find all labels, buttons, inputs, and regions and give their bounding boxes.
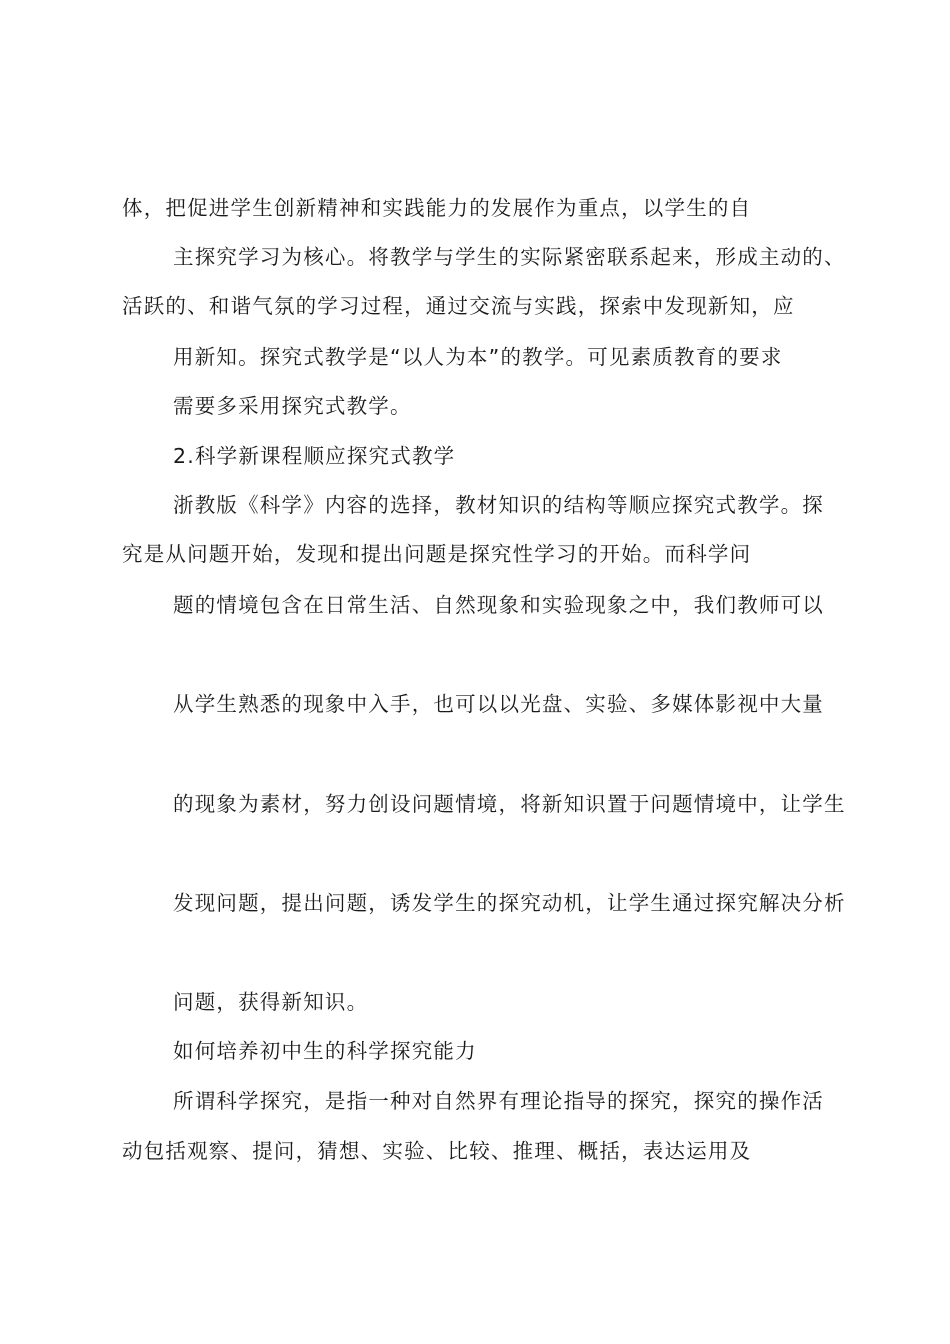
text-line: 所谓科学探究，是指一种对自然界有理论指导的探究，探究的操作活 <box>173 1089 824 1113</box>
section-heading: 2.科学新课程顺应探究式教学 <box>173 444 456 468</box>
text-line: 用新知。探究式教学是“以人为本”的教学。可见素质教育的要求 <box>173 345 783 369</box>
text-line: 究是从问题开始，发现和提出问题是探究性学习的开始。而科学问 <box>122 542 752 566</box>
text-line: 体，把促进学生创新精神和实践能力的发展作为重点，以学生的自 <box>122 196 752 220</box>
text-line: 发现问题，提出问题，诱发学生的探究动机，让学生通过探究解决分析 <box>173 891 846 915</box>
text-line: 问题，获得新知识。 <box>173 990 369 1014</box>
text-line: 活跃的、和谐气氛的学习过程，通过交流与实践，探索中发现新知，应 <box>122 294 795 318</box>
text-line: 需要多采用探究式教学。 <box>173 394 412 418</box>
text-line: 的现象为素材，努力创设问题情境，将新知识置于问题情境中，让学生 <box>173 792 846 816</box>
text-line: 题的情境包含在日常生活、自然现象和实验现象之中，我们教师可以 <box>173 593 824 617</box>
section-heading: 如何培养初中生的科学探究能力 <box>173 1039 477 1063</box>
text-line: 动包括观察、提问，猜想、实验、比较、推理、概括，表达运用及 <box>122 1139 752 1163</box>
text-line: 主探究学习为核心。将教学与学生的实际紧密联系起来，形成主动的、 <box>173 245 846 269</box>
text-line: 从学生熟悉的现象中入手，也可以以光盘、实验、多媒体影视中大量 <box>173 692 824 716</box>
text-line: 浙教版《科学》内容的选择，教材知识的结构等顺应探究式教学。探 <box>173 493 824 517</box>
